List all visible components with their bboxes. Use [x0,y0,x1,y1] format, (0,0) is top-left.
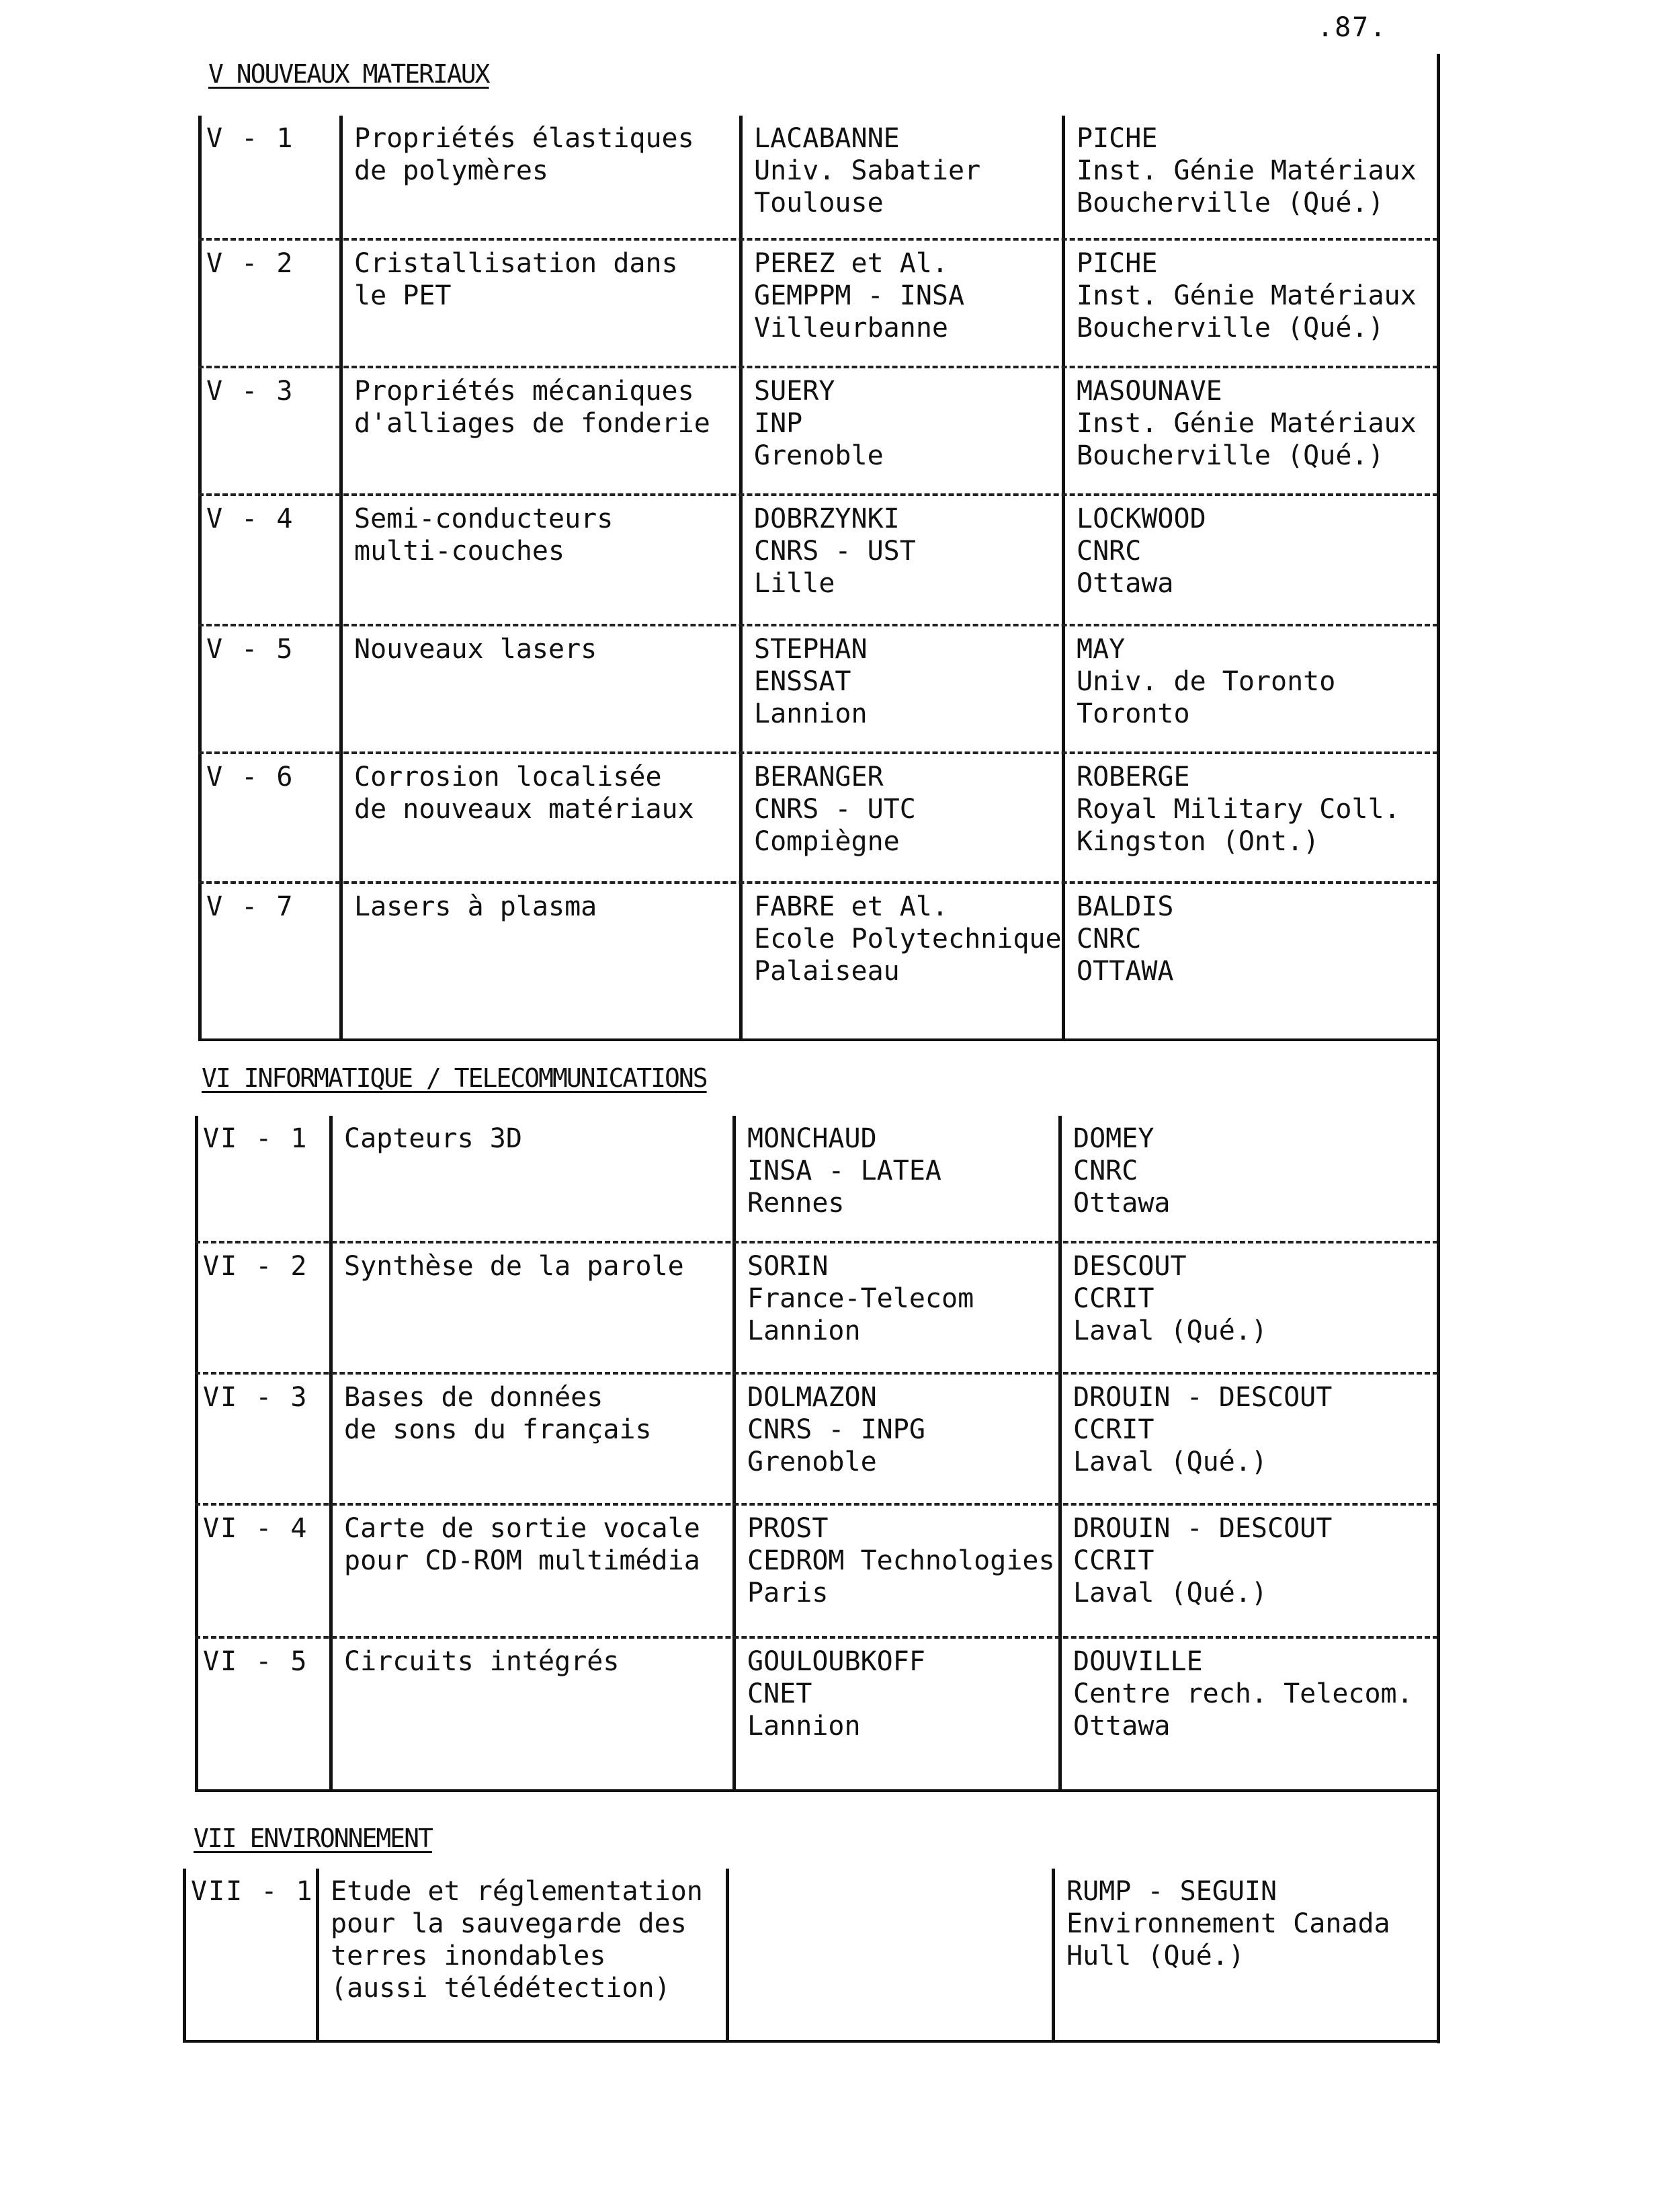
canadian-line: LOCKWOOD [1077,503,1206,534]
french-line: DOBRZYNKI [754,503,900,534]
topic-cell [354,633,597,665]
column-rule [195,1116,198,1789]
canadian-line: ROBERGE [1077,762,1190,792]
canadian-line: Inst. Génie Matériaux [1077,155,1417,186]
canadian-line: RUMP - SEGUIN [1066,1876,1277,1907]
row-divider [198,366,1438,368]
topic-line: Semi-conducteurs [354,503,614,534]
canadian-line: PICHE [1077,123,1158,154]
column-rule [1058,1116,1062,1789]
row-code: VI - 1 [203,1123,308,1154]
french-cell [754,122,980,219]
french-cell [747,1512,1055,1609]
french-line: SORIN [747,1251,829,1282]
canadian-line: Ottawa [1073,1188,1171,1219]
topic-line: Cristallisation dans [354,248,678,279]
column-rule [316,1869,319,2040]
topic-line: multi-couches [354,536,565,567]
canadian-line: DOMEY [1073,1123,1154,1154]
row-divider [195,1503,1438,1506]
french-line: GEMPPM - INSA [754,280,965,311]
column-rule [329,1116,333,1789]
column-rule [732,1116,736,1789]
french-cell [754,891,1062,987]
topic-line: terres inondables [331,1941,606,1971]
canadian-line: Environnement Canada [1066,1908,1390,1939]
topic-cell [354,247,678,312]
topic-cell [354,891,597,923]
topic-cell [344,1123,522,1155]
page-number: .87. [1317,12,1388,43]
french-line: Lannion [747,1315,861,1346]
canadian-line: Hull (Qué.) [1066,1941,1245,1971]
french-line: Compiègne [754,826,900,857]
topic-line: Circuits intégrés [344,1646,620,1677]
topic-line: Propriétés élastiques [354,123,694,154]
topic-line: de sons du français [344,1414,652,1445]
topic-line: pour CD-ROM multimédia [344,1545,700,1576]
row-divider [195,1636,1438,1639]
section-rule [198,1038,1438,1041]
canadian-cell [1077,375,1417,472]
canadian-cell [1073,1123,1171,1219]
canadian-line: Royal Military Coll. [1077,794,1400,825]
canadian-line: OTTAWA [1077,956,1174,987]
french-cell [747,1381,925,1478]
french-line: FABRE et Al. [754,891,948,922]
topic-line: Bases de données [344,1382,603,1413]
canadian-line: Kingston (Ont.) [1077,826,1320,857]
section-rule [195,1789,1438,1792]
french-line: CNRS - UTC [754,794,916,825]
section-title: VI INFORMATIQUE / TELECOMMUNICATIONS [202,1063,707,1093]
row-divider [198,881,1438,884]
canadian-line: Boucherville (Qué.) [1077,440,1384,471]
canadian-cell [1077,891,1174,987]
row-code: V - 7 [206,891,294,922]
row-divider [198,624,1438,626]
french-line: ENSSAT [754,666,851,697]
french-line: DOLMAZON [747,1382,877,1413]
french-line: MONCHAUD [747,1123,877,1154]
canadian-line: DESCOUT [1073,1251,1187,1282]
topic-cell [354,761,694,825]
topic-line: de polymères [354,155,548,186]
topic-cell [354,375,710,440]
row-code: VI - 3 [203,1382,308,1413]
column-rule [726,1869,729,2040]
french-cell [747,1250,974,1347]
column-rule [739,116,743,1038]
canadian-cell [1077,247,1417,344]
row-code: V - 4 [206,503,294,534]
canadian-line: DROUIN - DESCOUT [1073,1513,1333,1544]
french-line: CNRS - INPG [747,1414,925,1445]
french-line: Palaiseau [754,956,900,987]
canadian-line: Centre rech. Telecom. [1073,1678,1413,1709]
canadian-cell [1077,503,1206,600]
canadian-cell [1073,1250,1267,1347]
topic-line: (aussi télédétection) [331,1973,671,2004]
canadian-line: CCRIT [1073,1545,1154,1576]
french-line: CNRS - UST [754,536,916,567]
canadian-line: Laval (Qué.) [1073,1578,1267,1608]
topic-cell [354,122,694,187]
canadian-cell [1077,761,1400,858]
column-rule [183,1869,186,2040]
topic-line: Carte de sortie vocale [344,1513,700,1544]
french-line: Grenoble [747,1446,877,1477]
section-rule [183,2040,1438,2043]
french-line: Ecole Polytechnique [754,924,1062,954]
french-line: Toulouse [754,188,884,218]
topic-cell [331,1875,703,2004]
row-code: V - 5 [206,634,294,665]
canadian-line: CCRIT [1073,1414,1154,1445]
canadian-line: MAY [1077,634,1126,665]
french-line: INSA - LATEA [747,1155,941,1186]
french-cell [754,761,916,858]
topic-line: Corrosion localisée [354,762,662,792]
french-line: LACABANNE [754,123,900,154]
row-code: V - 1 [206,123,294,154]
french-line: GOULOUBKOFF [747,1646,925,1677]
french-line: PEREZ et Al. [754,248,948,279]
topic-line: d'alliages de fonderie [354,408,710,439]
french-line: BERANGER [754,762,884,792]
row-code: V - 2 [206,248,294,279]
column-rule [198,116,202,1038]
french-cell [747,1645,925,1742]
topic-cell [354,503,613,567]
column-rule [1052,1869,1055,2040]
topic-line: Capteurs 3D [344,1123,522,1154]
french-line: Univ. Sabatier [754,155,981,186]
french-line: Villeurbanne [754,313,948,343]
canadian-line: Laval (Qué.) [1073,1446,1267,1477]
canadian-cell [1077,122,1417,219]
canadian-line: CCRIT [1073,1283,1154,1314]
topic-cell [344,1512,700,1577]
topic-line: de nouveaux matériaux [354,794,694,825]
topic-line: pour la sauvegarde des [331,1908,687,1939]
topic-line: Lasers à plasma [354,891,597,922]
french-cell [754,247,964,344]
canadian-line: Boucherville (Qué.) [1077,188,1384,218]
canadian-line: Univ. de Toronto [1077,666,1336,697]
row-code: V - 6 [206,762,294,792]
canadian-line: CNRC [1077,924,1142,954]
canadian-line: CNRC [1077,536,1142,567]
topic-line: Synthèse de la parole [344,1251,684,1282]
french-line: STEPHAN [754,634,868,665]
row-divider [198,493,1438,496]
french-line: Grenoble [754,440,884,471]
row-divider [198,751,1438,754]
topic-cell [344,1381,652,1446]
french-line: Lannion [754,698,868,729]
canadian-cell [1077,633,1335,730]
row-code: V - 3 [206,376,294,407]
column-rule [339,116,343,1038]
canadian-line: Laval (Qué.) [1073,1315,1267,1346]
section-title: VII ENVIRONNEMENT [194,1824,432,1853]
french-line: Paris [747,1578,829,1608]
row-code: VI - 5 [203,1646,308,1677]
french-cell [754,375,884,472]
topic-line: Propriétés mécaniques [354,376,694,407]
column-rule [1062,116,1065,1038]
french-line: France-Telecom [747,1283,974,1314]
row-divider [195,1372,1438,1375]
topic-line: Nouveaux lasers [354,634,597,665]
french-line: PROST [747,1513,829,1544]
canadian-line: PICHE [1077,248,1158,279]
canadian-line: Inst. Génie Matériaux [1077,408,1417,439]
french-line: Lannion [747,1711,861,1742]
section-title: V NOUVEAUX MATERIAUX [208,59,489,89]
french-line: Rennes [747,1188,845,1219]
canadian-line: Boucherville (Qué.) [1077,313,1384,343]
french-line: CNET [747,1678,812,1709]
french-line: Lille [754,568,835,599]
french-line: INP [754,408,803,439]
topic-cell [344,1645,619,1678]
canadian-cell [1066,1875,1390,1972]
row-divider [198,238,1438,241]
row-code: VII - 1 [191,1876,314,1907]
french-cell [747,1123,941,1219]
canadian-line: Toronto [1077,698,1190,729]
row-divider [195,1241,1438,1243]
row-code: VI - 2 [203,1251,308,1282]
french-cell [754,633,868,730]
topic-cell [344,1250,684,1282]
canadian-line: MASOUNAVE [1077,376,1222,407]
canadian-line: DROUIN - DESCOUT [1073,1382,1333,1413]
canadian-line: Ottawa [1077,568,1174,599]
canadian-line: CNRC [1073,1155,1138,1186]
french-cell [754,503,916,600]
row-code: VI - 4 [203,1513,308,1544]
topic-line: le PET [354,280,452,311]
page-right-border [1437,54,1440,2043]
french-line: SUERY [754,376,835,407]
canadian-line: Ottawa [1073,1711,1171,1742]
canadian-line: DOUVILLE [1073,1646,1203,1677]
canadian-cell [1073,1512,1332,1609]
canadian-line: Inst. Génie Matériaux [1077,280,1417,311]
canadian-cell [1073,1381,1332,1478]
canadian-line: BALDIS [1077,891,1174,922]
canadian-cell [1073,1645,1413,1742]
french-line: CEDROM Technologies [747,1545,1055,1576]
topic-line: Etude et réglementation [331,1876,703,1907]
